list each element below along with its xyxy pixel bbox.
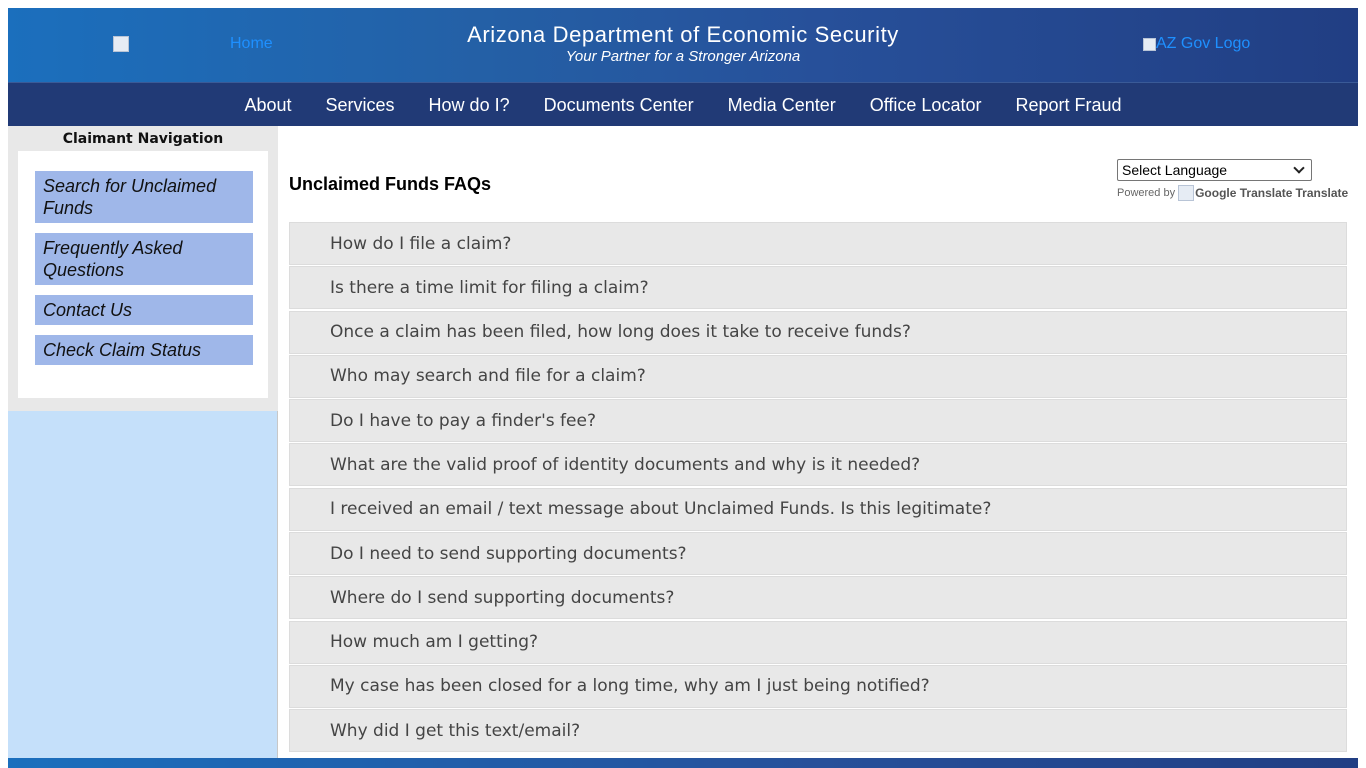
- faq-item[interactable]: Why did I get this text/email?: [289, 709, 1347, 752]
- chevron-down-icon: [1293, 162, 1304, 173]
- nav-item-report-fraud[interactable]: Report Fraud: [1015, 94, 1122, 115]
- faq-item[interactable]: Where do I send supporting documents?: [289, 576, 1347, 619]
- nav-item-about[interactable]: About: [244, 94, 292, 115]
- page-title: Unclaimed Funds FAQs: [289, 174, 492, 194]
- nav-item-documents-center[interactable]: Documents Center: [543, 94, 694, 115]
- footer-strip: [8, 758, 1358, 768]
- faq-item[interactable]: I received an email / text message about Unclaimed Funds. Is this legitimate?: [289, 488, 1347, 531]
- nav-item-office-locator[interactable]: Office Locator: [869, 94, 982, 115]
- home-link[interactable]: Home: [230, 35, 273, 52]
- site-title: Arizona Department of Economic Security: [467, 22, 899, 47]
- faq-item[interactable]: How do I file a claim?: [289, 222, 1347, 265]
- nav-item-how-do-i[interactable]: How do I?: [428, 94, 510, 115]
- az-gov-logo-link[interactable]: [1143, 35, 1250, 53]
- google-translate-attribution: [1117, 185, 1348, 201]
- claimant-sidebar: [8, 126, 278, 766]
- faq-item[interactable]: Do I need to send supporting documents?: [289, 532, 1347, 575]
- sidebar-link-faq[interactable]: Frequently Asked Questions: [35, 233, 253, 285]
- main-content: [278, 126, 1358, 766]
- faq-item[interactable]: Is there a time limit for filing a claim?: [289, 266, 1347, 309]
- google-logo-icon: [1178, 185, 1194, 201]
- nav-item-services[interactable]: Services: [325, 94, 395, 115]
- main-navigation: [8, 82, 1358, 126]
- google-translate-label: Google Translate: [1195, 186, 1293, 200]
- translate-link[interactable]: Translate: [1295, 186, 1349, 200]
- faq-list: [289, 222, 1347, 754]
- language-select[interactable]: [1117, 159, 1312, 181]
- language-select-value: Select Language: [1122, 162, 1228, 178]
- sidebar-link-contact-us[interactable]: Contact Us: [35, 295, 253, 325]
- faq-item[interactable]: Once a claim has been filed, how long does it take to receive funds?: [289, 311, 1347, 354]
- faq-item[interactable]: Who may search and file for a claim?: [289, 355, 1347, 398]
- powered-by-label: Powered by: [1117, 187, 1176, 199]
- az-gov-logo-alt: AZ Gov Logo: [1156, 35, 1251, 52]
- sidebar-link-check-claim-status[interactable]: Check Claim Status: [35, 335, 253, 365]
- nav-item-media-center[interactable]: Media Center: [727, 94, 836, 115]
- faq-item[interactable]: What are the valid proof of identity documents and why is it needed?: [289, 443, 1347, 486]
- broken-image-icon: [1143, 38, 1156, 51]
- site-header: [8, 8, 1358, 82]
- site-tagline: Your Partner for a Stronger Arizona: [565, 48, 801, 65]
- faq-item[interactable]: My case has been closed for a long time, why am I just being notified?: [289, 665, 1347, 708]
- faq-item[interactable]: How much am I getting?: [289, 621, 1347, 664]
- sidebar-title: Claimant Navigation: [62, 131, 224, 147]
- sidebar-link-box: [18, 151, 268, 398]
- faq-item[interactable]: Do I have to pay a finder's fee?: [289, 399, 1347, 442]
- page: [8, 8, 1358, 768]
- sidebar-link-search-unclaimed-funds[interactable]: Search for Unclaimed Funds: [35, 171, 253, 223]
- sidebar-panel: [8, 126, 278, 411]
